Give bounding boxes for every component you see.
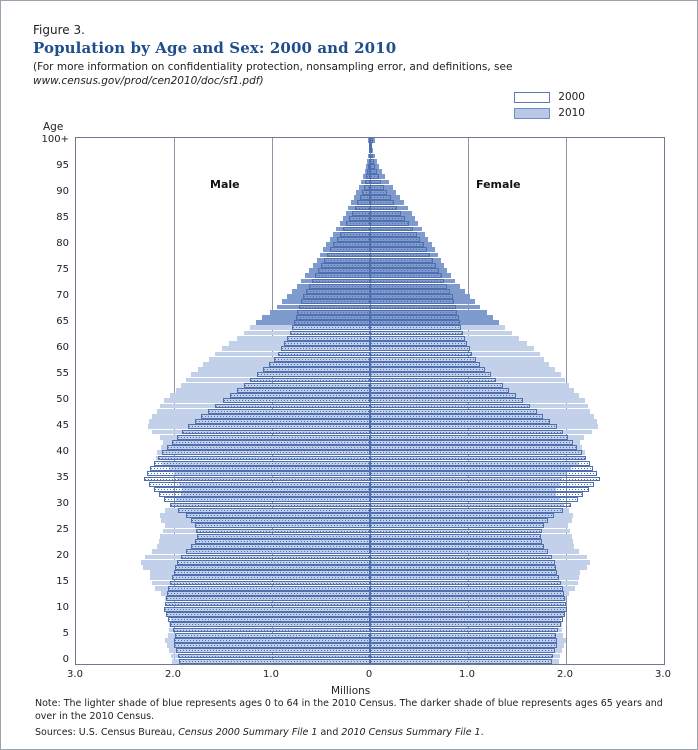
pyramid-bar — [257, 372, 370, 377]
pyramid-bar — [297, 310, 370, 315]
pyramid-bar — [370, 378, 496, 383]
pyramid-bar — [223, 398, 370, 403]
pyramid-bar — [370, 357, 476, 362]
pyramid-bar — [370, 513, 554, 518]
x-tick-label: 1.0 — [459, 669, 475, 680]
pyramid-bar — [170, 503, 370, 508]
pyramid-bar — [178, 654, 370, 659]
pyramid-bar — [370, 341, 467, 346]
pyramid-bar — [370, 622, 561, 627]
pyramid-bar — [178, 508, 370, 513]
pyramid-bar — [144, 477, 370, 482]
pyramid-bar — [370, 466, 593, 471]
pyramid-bar — [370, 497, 578, 502]
pyramid-bar — [352, 211, 370, 216]
pyramid-bar — [292, 325, 370, 330]
male-annotation: Male — [210, 178, 240, 191]
pyramid-bar — [370, 393, 516, 398]
pyramid-bar — [195, 539, 370, 544]
pyramid-bar — [166, 612, 370, 617]
pyramid-bar — [303, 294, 370, 299]
pyramid-bar — [237, 388, 370, 393]
pyramid-bar — [370, 138, 373, 143]
pyramid-bar — [370, 367, 485, 372]
pyramid-bar — [195, 419, 370, 424]
figure-label: Figure 3. — [33, 23, 85, 37]
chart-sources — [35, 727, 667, 738]
pyramid-bar — [164, 607, 370, 612]
pyramid-bar — [370, 534, 541, 539]
y-tick-label: 30 — [56, 498, 69, 510]
pyramid-bar — [170, 622, 370, 627]
pyramid-bar — [370, 148, 372, 153]
y-tick-label: 5 — [62, 628, 69, 640]
pyramid-bar — [357, 200, 370, 205]
y-tick-label: 50 — [56, 394, 69, 405]
pyramid-bar — [370, 607, 567, 612]
pyramid-bar — [370, 195, 391, 200]
pyramid-bar — [370, 253, 430, 258]
sources-suffix: . — [480, 727, 484, 738]
pyramid-bar — [370, 487, 589, 492]
pyramid-bar — [370, 242, 424, 247]
pyramid-bar — [370, 414, 543, 419]
pyramid-bar — [370, 596, 565, 601]
y-tick-label: 25 — [56, 524, 69, 536]
y-tick-label: 45 — [56, 420, 69, 432]
pyramid-bar — [182, 430, 370, 435]
y-tick-label: 85 — [56, 211, 69, 223]
female-annotation: Female — [476, 178, 521, 191]
pyramid-bar — [370, 586, 563, 591]
pyramid-bar — [370, 159, 374, 164]
pyramid-bar — [296, 315, 370, 320]
pyramid-bar — [201, 414, 370, 419]
pyramid-bar — [149, 482, 370, 487]
y-tick-label: 20 — [56, 550, 69, 562]
legend-swatch-2010 — [514, 108, 550, 119]
y-tick-label: 55 — [56, 367, 69, 379]
sources-middle: and — [317, 727, 342, 738]
pyramid-bar — [370, 154, 373, 159]
y-tick-label: 95 — [56, 159, 69, 171]
pyramid-bar — [370, 180, 381, 185]
pyramid-bar — [174, 643, 370, 648]
pyramid-bar — [230, 393, 370, 398]
pyramid-bar — [370, 560, 555, 565]
pyramid-bar — [370, 555, 552, 560]
pyramid-bar — [324, 258, 370, 263]
x-tick-label: 2.0 — [557, 669, 573, 680]
pyramid-bar — [370, 549, 548, 554]
x-tick-label: 3.0 — [655, 669, 671, 680]
pyramid-bar — [186, 549, 370, 554]
pyramid-bar — [370, 289, 450, 294]
x-tick-label: 0 — [365, 669, 373, 680]
pyramid-bar — [370, 523, 544, 528]
pyramid-bar — [370, 518, 548, 523]
pyramid-bar — [370, 143, 372, 148]
pyramid-bar — [175, 633, 370, 638]
pyramid-bar — [370, 492, 583, 497]
y-axis-title: Age — [43, 121, 64, 133]
pyramid-bar — [175, 565, 370, 570]
sources-prefix: Sources: U.S. Census Bureau, — [35, 727, 179, 738]
legend-item-2000 — [514, 91, 585, 103]
pyramid-bar — [299, 305, 370, 310]
pyramid-bar — [278, 352, 370, 357]
pyramid-bar — [309, 284, 370, 289]
pyramid-bar — [191, 544, 370, 549]
pyramid-bar — [355, 206, 370, 211]
pyramid-bar — [181, 555, 370, 560]
sources-italic-2: 2010 Census Summary File 1 — [341, 727, 481, 738]
pyramid-bar — [370, 654, 553, 659]
x-tick-label: 3.0 — [67, 669, 83, 680]
chart-legend — [514, 91, 585, 123]
pyramid-bar — [370, 346, 470, 351]
pyramid-bar — [370, 404, 530, 409]
pyramid-bar — [177, 560, 370, 565]
pyramid-bar — [370, 643, 557, 648]
pyramid-bar — [177, 435, 370, 440]
x-tick-label: 1.0 — [263, 669, 279, 680]
pyramid-bar — [172, 440, 370, 445]
pyramid-bar — [188, 424, 370, 429]
pyramid-bar — [294, 320, 370, 325]
pyramid-bar — [312, 279, 370, 284]
pyramid-bar — [208, 409, 370, 414]
pyramid-bar — [370, 602, 566, 607]
pyramid-bar — [370, 409, 537, 414]
legend-swatch-2000 — [514, 92, 550, 103]
pyramid-bar — [370, 273, 442, 278]
x-axis-title: Millions — [331, 685, 371, 697]
pyramid-bar — [370, 325, 461, 330]
pyramid-bar — [370, 221, 409, 226]
chart-note: Note: The lighter shade of blue represents ages 0 to 64 in the 2010 Census. The darker shade of blue represents ages 65 years and over in the 2010 Census. — [35, 698, 663, 722]
pyramid-bar — [269, 362, 370, 367]
pyramid-bar — [370, 331, 463, 336]
pyramid-bar — [250, 378, 370, 383]
pyramid-bar — [370, 315, 459, 320]
legend-item-2010 — [514, 107, 585, 119]
pyramid-bar — [337, 237, 370, 242]
pyramid-bar — [370, 659, 552, 664]
y-tick-label: 10 — [56, 602, 69, 614]
pyramid-bar — [195, 523, 370, 528]
y-tick-label: 90 — [56, 185, 69, 197]
pyramid-bar — [370, 544, 544, 549]
pyramid-bar — [370, 617, 563, 622]
pyramid-bar — [333, 242, 370, 247]
pyramid-bar — [370, 440, 573, 445]
pyramid-bar — [370, 461, 590, 466]
x-tick-label: 2.0 — [165, 669, 181, 680]
pyramid-bar — [370, 383, 503, 388]
pyramid-bar — [164, 497, 370, 502]
pyramid-bar — [370, 237, 420, 242]
pyramid-bar — [370, 279, 444, 284]
pyramid-bar — [196, 529, 370, 534]
pyramid-bar — [173, 628, 370, 633]
pyramid-bar — [370, 612, 565, 617]
pyramid-bar — [370, 174, 379, 179]
pyramid-bar — [370, 424, 557, 429]
pyramid-bar — [370, 591, 564, 596]
pyramid-bar — [370, 190, 387, 195]
pyramid-bar — [318, 268, 370, 273]
pyramid-bar — [370, 164, 375, 169]
pyramid-bar — [370, 482, 594, 487]
pyramid-bar — [370, 638, 557, 643]
pyramid-bar — [370, 575, 559, 580]
pyramid-bar — [215, 404, 370, 409]
pyramid-bar — [370, 565, 556, 570]
pyramid-bar — [370, 206, 397, 211]
pyramid-bar — [168, 617, 370, 622]
pyramid-bar — [154, 487, 370, 492]
pyramid-bar — [370, 570, 557, 575]
y-tick-label: 80 — [56, 237, 69, 249]
pyramid-bar — [370, 258, 433, 263]
pyramid-bar — [306, 289, 370, 294]
pyramid-bar — [370, 320, 460, 325]
pyramid-bar — [147, 471, 370, 476]
pyramid-bar — [370, 503, 571, 508]
pyramid-bar — [370, 419, 550, 424]
pyramid-bar — [315, 273, 370, 278]
pyramid-bar — [370, 232, 417, 237]
sources-italic-1: Census 2000 Summary File 1 — [178, 727, 318, 738]
pyramid-bar — [287, 336, 370, 341]
pyramid-bar — [370, 628, 558, 633]
pyramid-bar — [170, 581, 370, 586]
pyramid-bar — [168, 586, 370, 591]
legend-label-2000: 2000 — [558, 91, 585, 103]
pyramid-bar — [370, 456, 586, 461]
pyramid-bar — [370, 305, 456, 310]
pyramid-bar — [362, 190, 370, 195]
y-tick-label: 40 — [56, 446, 69, 458]
pyramid-bar — [274, 357, 370, 362]
pyramid-bar — [179, 659, 370, 664]
y-tick-label: 75 — [56, 263, 69, 275]
pyramid-bar — [370, 247, 427, 252]
pyramid-bar — [370, 388, 509, 393]
y-tick-label: 15 — [56, 576, 69, 588]
pyramid-bar — [166, 596, 370, 601]
population-pyramid-plot — [75, 137, 665, 665]
pyramid-bar — [327, 253, 370, 258]
pyramid-bar — [172, 575, 370, 580]
pyramid-bar — [370, 336, 465, 341]
pyramid-bar — [370, 200, 394, 205]
pyramid-bar — [370, 539, 542, 544]
pyramid-bar — [370, 211, 401, 216]
pyramid-bar — [321, 263, 370, 268]
pyramid-bar — [370, 471, 597, 476]
pyramid-bar — [174, 570, 370, 575]
pyramid-bar — [370, 185, 384, 190]
pyramid-bar — [174, 638, 370, 643]
pyramid-bar — [150, 466, 370, 471]
pyramid-bar — [340, 232, 370, 237]
pyramid-bar — [167, 591, 370, 596]
pyramid-bar — [330, 247, 370, 252]
pyramid-bar — [176, 648, 370, 653]
pyramid-bar — [370, 294, 453, 299]
pyramid-bar — [370, 299, 454, 304]
y-tick-label: 70 — [56, 289, 69, 301]
pyramid-bar — [360, 195, 370, 200]
pyramid-bar — [370, 227, 413, 232]
y-tick-label: 35 — [56, 472, 69, 484]
pyramid-bar — [370, 263, 436, 268]
pyramid-bar — [370, 169, 377, 174]
pyramid-bar — [263, 367, 370, 372]
pyramid-bar — [159, 492, 370, 497]
y-tick-label: 65 — [56, 315, 69, 327]
legend-label-2010: 2010 — [558, 107, 585, 119]
pyramid-bar — [370, 430, 563, 435]
pyramid-bar — [162, 450, 370, 455]
pyramid-bar — [370, 216, 405, 221]
pyramid-bar — [370, 398, 523, 403]
pyramid-bar — [370, 310, 457, 315]
pyramid-bar — [167, 445, 370, 450]
pyramid-bar — [370, 284, 447, 289]
pyramid-bar — [154, 461, 370, 466]
pyramid-bar — [370, 648, 555, 653]
pyramid-bar — [370, 508, 563, 513]
pyramid-bar — [370, 633, 556, 638]
pyramid-bar — [301, 299, 370, 304]
pyramid-bar — [370, 450, 582, 455]
pyramid-bar — [343, 227, 370, 232]
pyramid-bar — [370, 445, 577, 450]
pyramid-bar — [370, 477, 600, 482]
pyramid-bar — [290, 331, 370, 336]
pyramid-bar — [349, 216, 370, 221]
figure-subtitle-line2: www.census.gov/prod/cen2010/doc/sf1.pdf) — [33, 75, 264, 87]
pyramid-bar — [284, 341, 370, 346]
page-title: Population by Age and Sex: 2000 and 2010 — [33, 39, 397, 57]
pyramid-bar — [158, 456, 370, 461]
pyramid-bar — [370, 529, 542, 534]
y-tick-label: 100+ — [41, 133, 69, 145]
pyramid-bar — [186, 513, 370, 518]
pyramid-bar — [370, 352, 472, 357]
pyramid-bar — [165, 602, 370, 607]
figure-subtitle-line1: (For more information on confidentiality protection, nonsampling error, and definitions, see — [33, 61, 513, 73]
y-tick-label: 0 — [62, 654, 69, 666]
pyramid-bar — [197, 534, 370, 539]
pyramid-bar — [370, 581, 561, 586]
pyramid-bar — [244, 383, 370, 388]
pyramid-bar — [191, 518, 370, 523]
pyramid-bar — [370, 372, 491, 377]
pyramid-bar — [281, 346, 370, 351]
y-tick-label: 60 — [56, 341, 69, 353]
pyramid-bar — [370, 435, 568, 440]
pyramid-bar — [346, 221, 370, 226]
pyramid-bar — [370, 362, 480, 367]
pyramid-bar — [370, 268, 439, 273]
